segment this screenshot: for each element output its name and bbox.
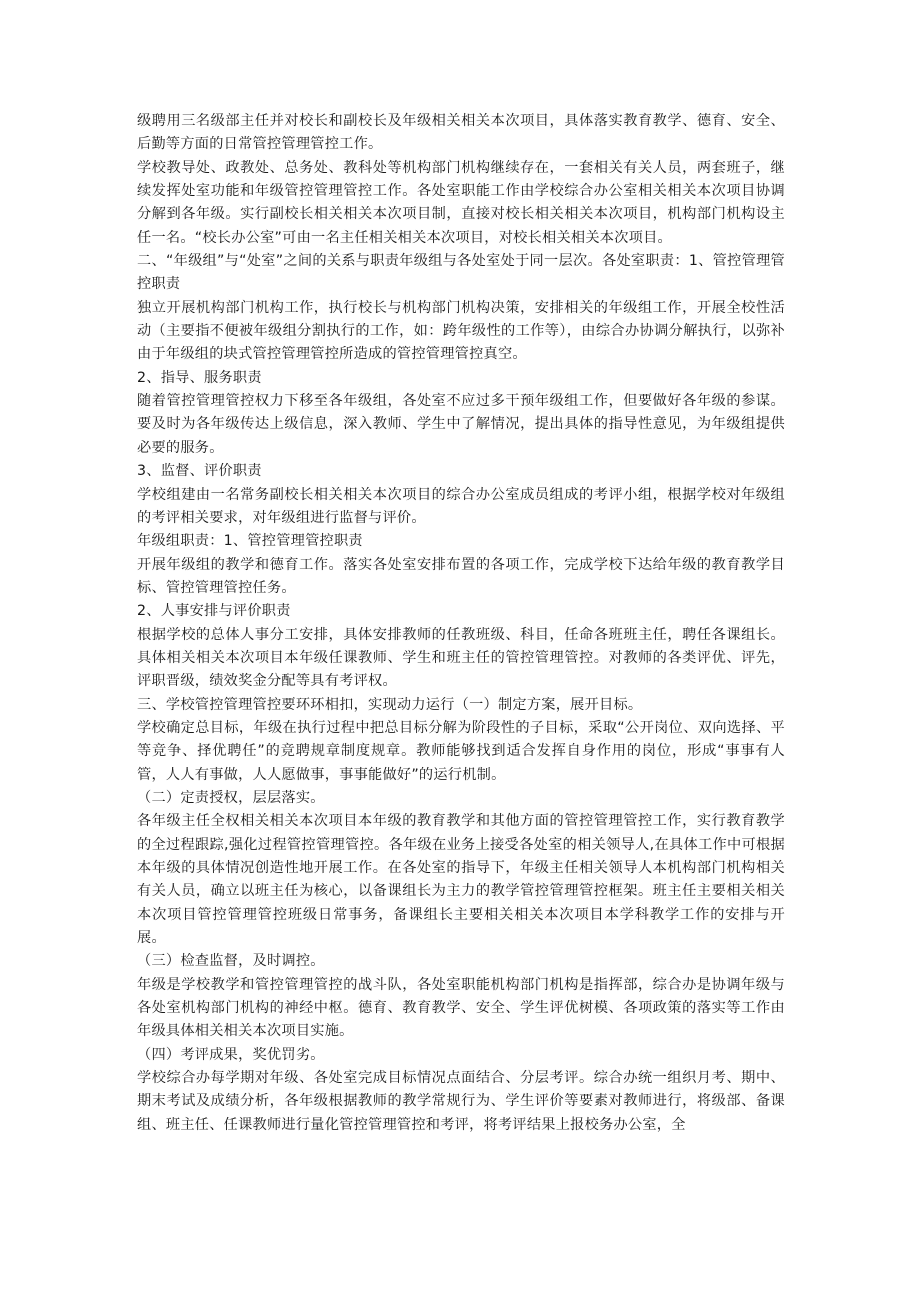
subheading-personnel: 2、人事安排与评价职责 bbox=[137, 603, 291, 620]
subheading-4: （四）考评成果，奖优罚劣。 bbox=[137, 1046, 325, 1063]
section-heading-3: 三、学校管控管理管控要环环相扣，实现动力运行（一）制定方案，展开目标。 bbox=[137, 696, 643, 713]
paragraph-10: 年级是学校教学和管控管理管控的战斗队，各处室职能机构部门机构是指挥部，综合办是协调年级与各处室机构部门机构的神经中枢。德育、教育教学、安全、学生评优树模、各项政策的落实等工作由年级具体相关相关本次项目实施。 bbox=[137, 976, 785, 1040]
subheading-supervision: 3、监督、评价职责 bbox=[137, 463, 262, 480]
paragraph-2: 学校教导处、政教处、总务处、教科处等机构部门机构继续存在，一套相关有关人员，两套班子，继续发挥处室功能和年级管控管理管控工作。各处室职能工作由学校综合办公室相关相关本次项目协调分解到各年级。实行副校长相关相关本次项目制，直接对校长相关相关本次项目，机构部门机构设主任一名。“校长办公室”可由一名主任相关相关本次项目，对校长相关相关本次项目。 bbox=[137, 159, 785, 246]
subheading-grade-duties: 年级组职责：1、管控管理管控职责 bbox=[137, 533, 363, 550]
subheading-guidance: 2、指导、服务职责 bbox=[137, 369, 262, 386]
paragraph-3: 独立开展机构部门机构工作，执行校长与机构部门机构决策，安排相关的年级组工作，开展全校性活动（主要指不便被年级组分割执行的工作，如：跨年级性的工作等），由综合办协调分解执行，以弥补由于年级组的块式管控管理管控所造成的管控管理管控真空。 bbox=[137, 299, 785, 363]
document-body bbox=[137, 110, 785, 1137]
subheading-2: （二）定责授权，层层落实。 bbox=[137, 789, 325, 806]
section-heading-2: 二、“年级组”与“处室”之间的关系与职责年级组与各处室处于同一层次。各处室职责：1、管控管理管控职责 bbox=[137, 253, 785, 293]
paragraph-9: 各年级主任全权相关相关本次项目本年级的教育教学和其他方面的管控管理管控工作，实行教育教学的全过程跟踪,强化过程管控管理管控。各年级在业务上接受各处室的相关领导人,在具体工作中可根据本年级的具体情况创造性地开展工作。在各处室的指导下，年级主任相关领导人本机构部门机构相关有关人员，确立以班主任为核心，以备课组长为主力的教学管控管理管控框架。班主任主要相关相关本次项目管控管理管控班级日常事务，备课组长主要相关相关本次项目本学科教学工作的安排与开展。 bbox=[137, 813, 785, 947]
paragraph-8: 学校确定总目标，年级在执行过程中把总目标分解为阶段性的子目标，采取“公开岗位、双向选择、平等竞争、择优聘任”的竞聘规章制度规章。教师能够找到适合发挥自身作用的岗位，形成“事事有人管，人人有事做，人人愿做事，事事能做好”的运行机制。 bbox=[137, 719, 785, 783]
paragraph-4: 随着管控管理管控权力下移至各年级组，各处室不应过多干预年级组工作，但要做好各年级的参谋。要及时为各年级传达上级信息，深入教师、学生中了解情况，提出具体的指导性意见，为年级组提供必要的服务。 bbox=[137, 393, 785, 456]
paragraph-7: 根据学校的总体人事分工安排，具体安排教师的任教班级、科目，任命各班班主任，聘任各课组长。具体相关相关本次项目本年级任课教师、学生和班主任的管控管理管控。对教师的各类评优、评先，评职晋级，绩效奖金分配等具有考评权。 bbox=[137, 626, 785, 690]
paragraph-11: 学校综合办每学期对年级、各处室完成目标情况点面结合、分层考评。综合办统一组织月考、期中、期末考试及成绩分析，各年级根据教师的教学常规行为、学生评价等要素对教师进行，将级部、备课组、班主任、任课教师进行量化管控管理管控和考评，将考评结果上报校务办公室，全 bbox=[137, 1070, 785, 1133]
paragraph-1: 级聘用三名级部主任并对校长和副校长及年级相关相关本次项目，具体落实教育教学、德育、安全、后勤等方面的日常管控管理管控工作。 bbox=[137, 113, 785, 153]
paragraph-6: 开展年级组的教学和德育工作。落实各处室安排布置的各项工作，完成学校下达给年级的教育教学目标、管控管理管控任务。 bbox=[137, 556, 785, 596]
paragraph-5: 学校组建由一名常务副校长相关相关本次项目的综合办公室成员组成的考评小组，根据学校对年级组的考评相关要求，对年级组进行监督与评价。 bbox=[137, 486, 785, 526]
subheading-3: （三）检查监督，及时调控。 bbox=[137, 953, 325, 970]
